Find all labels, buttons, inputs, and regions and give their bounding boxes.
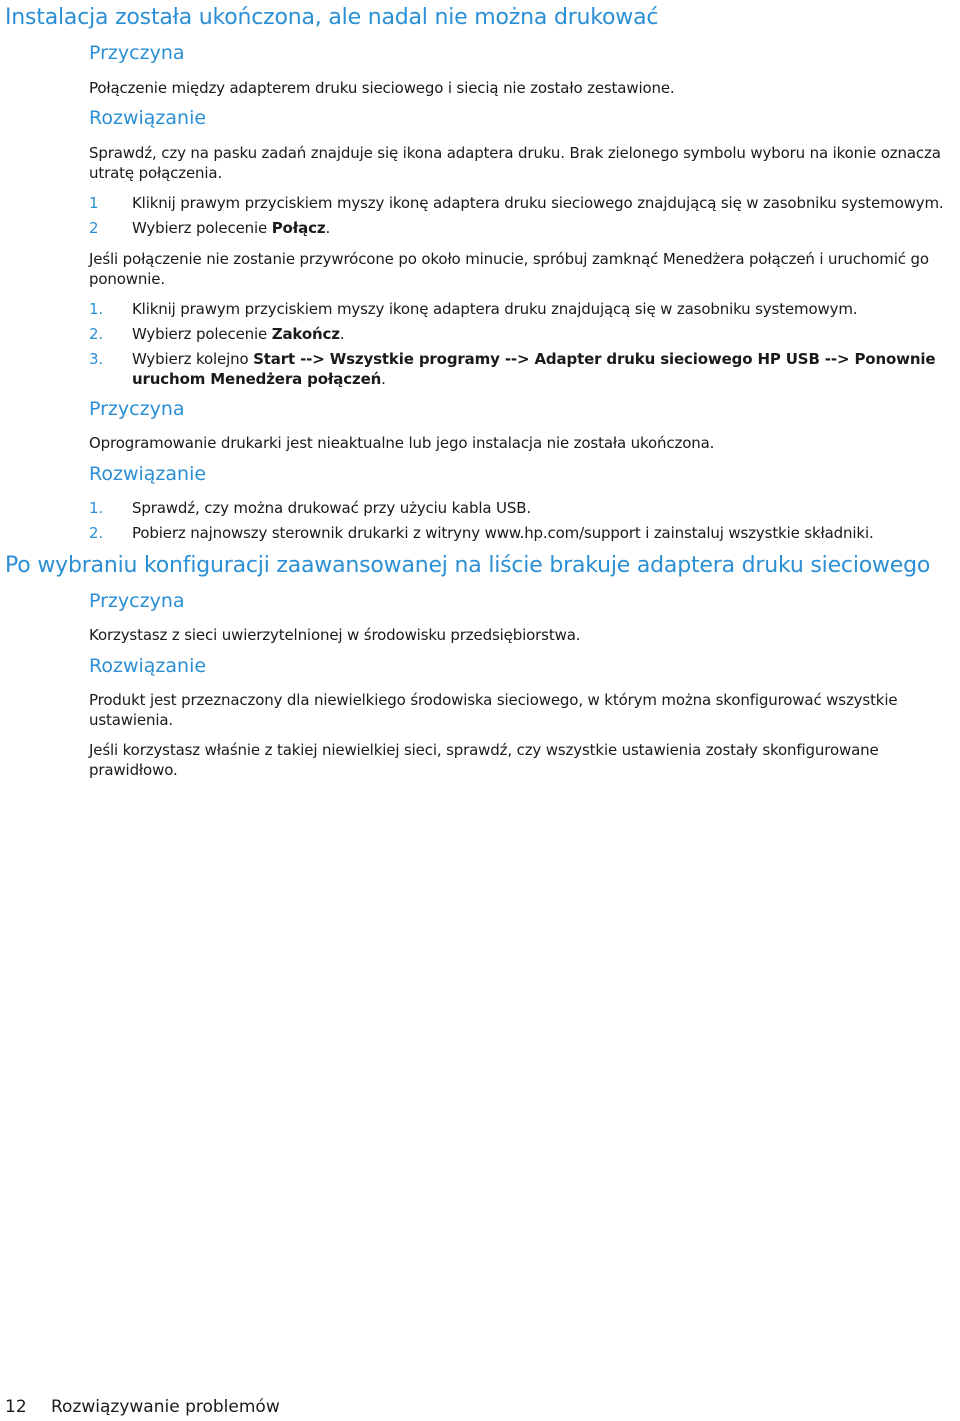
list-item	[89, 498, 959, 518]
retry-text: Jeśli połączenie nie zostanie przywrócone po około minucie, spróbuj zamknąć Menedżera połączeń i uruchomić go ponownie.	[89, 250, 929, 288]
solution-text: Sprawdź, czy na pasku zadań znajduje się ikona adaptera druku. Brak zielonego symbolu wyboru na ikonie oznacza utratę połączenia.	[89, 144, 941, 182]
list-number: 2.	[89, 325, 104, 343]
solution-heading: Rozwiązanie	[89, 107, 207, 129]
cause-heading: Przyczyna	[89, 398, 185, 420]
list-item	[89, 523, 959, 543]
page-number: 12	[5, 1397, 27, 1417]
solution-text: Jeśli korzystasz właśnie z takiej niewielkiej sieci, sprawdź, czy wszystkie ustawienia zostały skonfigurowane prawidłowo.	[89, 741, 879, 779]
list-item	[89, 349, 959, 389]
cause-text: Oprogramowanie drukarki jest nieaktualne lub jego instalacja nie została ukończona.	[89, 434, 715, 452]
list-text: Wybierz polecenie Połącz.	[132, 219, 331, 237]
cause-text: Połączenie między adapterem druku sieciowego i siecią nie zostało zestawione.	[89, 79, 675, 97]
list-text: Sprawdź, czy można drukować przy użyciu kabla USB.	[132, 499, 531, 517]
page-footer	[5, 1397, 280, 1417]
list-number: 1.	[89, 300, 104, 318]
cause-text: Korzystasz z sieci uwierzytelnionej w środowisku przedsiębiorstwa.	[89, 626, 581, 644]
list-number: 3.	[89, 350, 104, 368]
cause-heading: Przyczyna	[89, 590, 185, 612]
list-number: 2	[89, 219, 99, 237]
list-item	[89, 299, 959, 319]
solution-heading: Rozwiązanie	[89, 463, 207, 485]
section-title-adapter: Po wybraniu konfiguracji zaawansowanej na liście brakuje adaptera druku sieciowego	[5, 553, 931, 578]
list-item	[89, 218, 959, 238]
list-text: Kliknij prawym przyciskiem myszy ikonę adaptera druku sieciowego znajdującą się w zasobniku systemowym.	[132, 194, 944, 212]
section-title-printing: Instalacja została ukończona, ale nadal nie można drukować	[5, 5, 659, 30]
list-number: 1.	[89, 499, 104, 517]
list-number: 1	[89, 194, 99, 212]
solution-text: Produkt jest przeznaczony dla niewielkiego środowiska sieciowego, w którym można skonfigurować wszystkie ustawienia.	[89, 691, 898, 729]
list-text: Wybierz polecenie Zakończ.	[132, 325, 345, 343]
list-number: 2.	[89, 524, 104, 542]
list-item	[89, 324, 959, 344]
solution-heading: Rozwiązanie	[89, 655, 207, 677]
list-text: Kliknij prawym przyciskiem myszy ikonę adaptera druku znajdującą się w zasobniku systemowym.	[132, 300, 858, 318]
chapter-title: Rozwiązywanie problemów	[51, 1397, 280, 1417]
list-text: Wybierz kolejno Start --> Wszystkie programy --> Adapter druku sieciowego HP USB --> Ponownie uruchom Menedżera połączeń.	[132, 350, 936, 388]
cause-heading: Przyczyna	[89, 42, 185, 64]
list-item	[89, 193, 959, 213]
list-text: Pobierz najnowszy sterownik drukarki z witryny www.hp.com/support i zainstaluj wszystkie składniki.	[132, 524, 874, 542]
